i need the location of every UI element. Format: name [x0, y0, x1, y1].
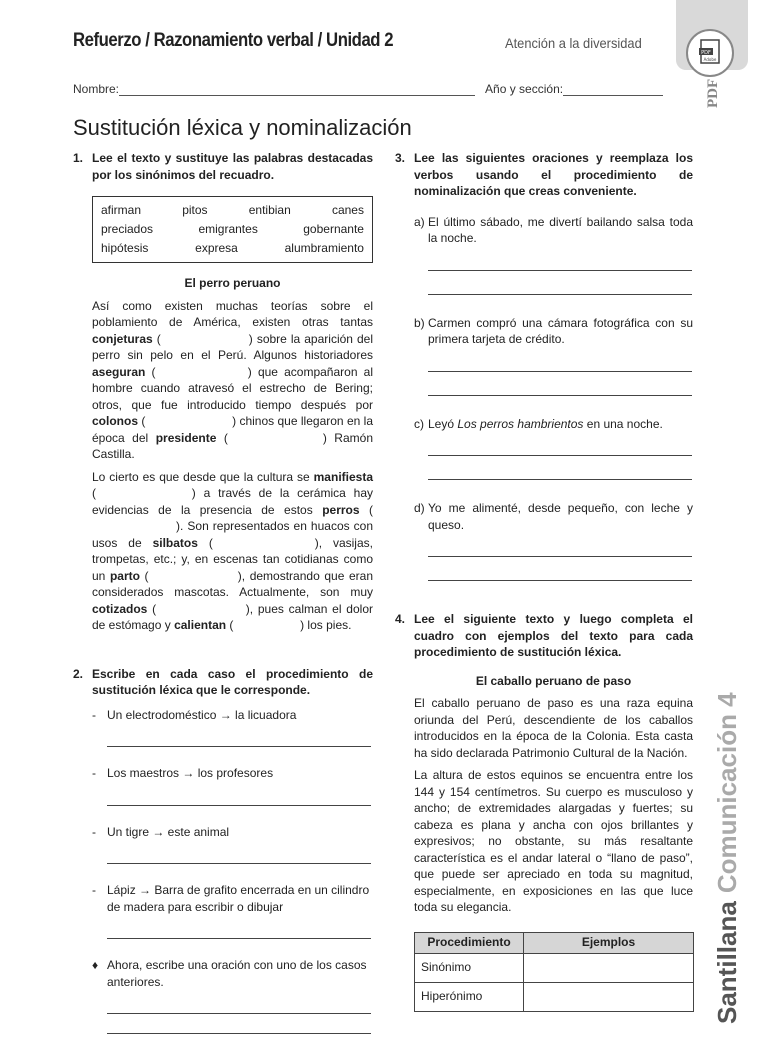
- text-title: El perro peruano: [184, 276, 281, 290]
- text-span: ) a través de la cerámica hay evidencias de la presencia de estos: [92, 486, 373, 517]
- left-column: [73, 150, 373, 1052]
- sentence-item: [414, 500, 693, 533]
- column-header: Ejemplos: [524, 932, 694, 953]
- question-number: 4.: [395, 612, 406, 626]
- list-item: [92, 882, 373, 915]
- table-header-row: [415, 932, 694, 953]
- question-number: 2.: [73, 666, 84, 681]
- item-text: Carmen compró una cámara fotográfica con su primera tarjeta de crédito.: [428, 315, 693, 346]
- word: emigrantes: [198, 222, 258, 236]
- item-text: El último sábado, me divertí bailando salsa toda la noche.: [428, 214, 693, 245]
- name-label: Nombre:: [73, 82, 120, 96]
- book-title: Los perros hambrientos: [457, 416, 584, 431]
- answer-line[interactable]: [428, 394, 692, 396]
- worksheet-header-title: Refuerzo / Razonamiento verbal / Unidad 2: [73, 30, 394, 51]
- highlighted-word: silbatos: [152, 535, 198, 550]
- word: hipótesis: [101, 241, 149, 255]
- right-column: [395, 150, 693, 1012]
- item-text: Lápiz → Barra de grafito encerrada en un cilindro de madera para escribir o dibujar: [107, 883, 370, 914]
- highlighted-word: presidente: [155, 430, 217, 445]
- section-label: Año y sección:: [485, 82, 564, 96]
- highlighted-word: conjeturas: [92, 331, 153, 346]
- answer-line[interactable]: [428, 293, 692, 295]
- answer-line[interactable]: [428, 579, 692, 581]
- question-3-header: [395, 150, 693, 200]
- table-cell: Hiperónimo: [415, 982, 524, 1011]
- word: afirman: [101, 203, 142, 217]
- brand-name: Santillana: [712, 901, 742, 1024]
- item-text: Yo me alimenté, desde pequeño, con leche y queso.: [428, 501, 693, 532]
- text-span: (: [226, 618, 237, 632]
- item-letter: b): [414, 315, 425, 330]
- page-title: Sustitución léxica y nominalización: [73, 115, 412, 140]
- text-span: (: [139, 568, 154, 583]
- question-2-header: [73, 666, 373, 699]
- word: gobernante: [303, 222, 364, 236]
- text-span: (: [359, 502, 373, 517]
- column-header: Procedimiento: [415, 932, 524, 953]
- text-span: ) los pies.: [296, 618, 352, 632]
- word: entibian: [248, 203, 291, 217]
- item-text: Los maestros → los profesores: [107, 766, 274, 780]
- word-row: [101, 201, 364, 220]
- text-span: Lo cierto es que desde que la cultura se: [92, 469, 314, 484]
- paragraph: El caballo peruano de paso es una raza equina oriunda del Perú, descendiente de los caballos introducidos en la época de la Colonia. Esta casta ha sido declarada Patrimonio Cultural de la Nación.: [414, 696, 693, 760]
- text-span: ) Ramón Castilla.: [92, 430, 373, 461]
- procedure-table: [414, 932, 694, 1012]
- item-letter: c): [414, 416, 424, 431]
- item-text: Un tigre → este animal: [107, 824, 230, 839]
- answer-line[interactable]: [428, 370, 692, 372]
- text-span: ) sobre la aparición del perro sin pelo en el Perú. Algunos historiadores: [92, 331, 374, 362]
- sentence-item: [414, 214, 693, 247]
- answer-line[interactable]: [107, 745, 371, 747]
- answer-line[interactable]: [428, 269, 692, 271]
- highlighted-word: aseguran: [92, 364, 146, 379]
- item-text: Leyó: [428, 416, 458, 431]
- text-span: ) chinos que llegaron en la época del: [92, 414, 373, 445]
- diamond-bullet-icon: ♦: [92, 958, 99, 972]
- question-4-header: [395, 611, 693, 661]
- question-1-instruction: Lee el texto y sustituye las palabras destacadas por los sinónimos del recuadro.: [92, 151, 373, 182]
- example-cell[interactable]: [524, 982, 694, 1011]
- question-2-instruction: Escribe en cada caso el procedimiento de sustitución léxica que le corresponde.: [92, 666, 373, 697]
- highlighted-word: perros: [322, 502, 360, 517]
- text-title: El caballo peruano de paso: [475, 673, 632, 688]
- list-item: [92, 824, 373, 841]
- word: preciados: [101, 222, 154, 236]
- table-row: [415, 953, 694, 982]
- answer-line[interactable]: [107, 804, 371, 806]
- dash-bullet: -: [92, 824, 96, 839]
- item-letter: a): [414, 214, 425, 229]
- text-span: ), demostrando que eran considerados mascotas. Actualmente, son muy: [92, 568, 374, 599]
- text-span: ) que acompañaron al hombre cuando atravesó el estrecho de Bering; otros, que fue introducido tiempo después por: [92, 364, 373, 412]
- text-span: (: [147, 601, 161, 616]
- text-span: (: [197, 535, 224, 550]
- question-number: 1.: [73, 151, 84, 165]
- dash-bullet: -: [92, 707, 96, 722]
- text-span: (: [138, 414, 149, 428]
- highlighted-word: cotizados: [92, 601, 148, 616]
- section-field[interactable]: [563, 83, 663, 96]
- question-4-instruction: Lee el siguiente texto y luego completa el cuadro con ejemplos del texto para cada procedimiento de sustitución léxica.: [414, 612, 693, 659]
- svg-text:Adobe: Adobe: [703, 57, 717, 62]
- word: expresa: [195, 241, 238, 255]
- item-text: en una noche.: [583, 416, 663, 431]
- text-span: ), pues calman el dolor de estómago y: [92, 601, 373, 632]
- answer-line[interactable]: [428, 454, 692, 456]
- list-item: [92, 765, 373, 782]
- highlighted-word: calientan: [174, 618, 227, 632]
- paragraph: [92, 298, 373, 463]
- pdf-side-label: PDF: [705, 78, 721, 108]
- item-text: Ahora, escribe una oración con uno de los casos anteriores.: [107, 958, 367, 989]
- word: canes: [331, 203, 364, 217]
- paragraph: [92, 469, 373, 634]
- answer-line[interactable]: [107, 1032, 371, 1034]
- word-row: [101, 239, 364, 258]
- item-letter: d): [414, 501, 425, 515]
- text-span: (: [216, 430, 236, 445]
- student-info-row: [73, 82, 663, 96]
- answer-line[interactable]: [428, 478, 692, 480]
- item-text: Un electrodoméstico → la licuadora: [107, 707, 297, 722]
- brand-side-label: [712, 692, 743, 1024]
- list-item: [92, 707, 373, 724]
- text-span: ), vasijas, trompetas, etc.; y, en escenas tan cotidianas como un: [92, 535, 373, 583]
- highlighted-word: parto: [109, 568, 140, 583]
- name-field[interactable]: [119, 83, 475, 96]
- word: alumbramiento: [284, 241, 364, 255]
- text-span: (: [152, 331, 165, 346]
- dash-bullet: -: [92, 766, 96, 780]
- sentence-item: [414, 416, 693, 433]
- highlighted-word: manifiesta: [313, 469, 373, 484]
- text-span: Así como existen muchas teorías sobre el poblamiento de América, existen otras tantas: [92, 298, 373, 329]
- text-span: ). Son representados en huacos con usos de: [92, 519, 373, 550]
- question-3-instruction: Lee las siguientes oraciones y reemplaza los verbos usando el procedimiento de nominalización que creas conveniente.: [414, 151, 693, 198]
- synonym-word-box: [92, 196, 373, 263]
- paragraph: La altura de estos equinos se encuentra entre los 144 y 154 centímetros. Su cuerpo es musculoso y ancho; de extremidades alargadas y fuertes; su cabeza es plana y ancha con ojos brillantes y expresivos; no obstante, su más resaltante característica es el andar lateral o “llano de paso”, que puede ser apreciado en toda su magnitud, especialmente, en exposiciones en las que luce toda su elegancia.: [414, 768, 693, 914]
- question-number: 3.: [395, 151, 406, 165]
- dash-bullet: -: [92, 883, 96, 897]
- table-row: [415, 982, 694, 1011]
- answer-line[interactable]: [107, 1012, 371, 1014]
- pdf-download-icon[interactable]: [686, 29, 734, 77]
- word-row: [101, 220, 364, 239]
- question-1-header: [73, 150, 373, 183]
- worksheet-header-subtitle: Atención a la diversidad: [505, 35, 642, 51]
- sentence-item: [414, 315, 693, 348]
- brand-subject: Comunicación 4: [712, 692, 742, 894]
- list-item: [92, 957, 373, 990]
- highlighted-word: colonos: [92, 414, 139, 428]
- text-span: (: [92, 486, 104, 500]
- answer-line[interactable]: [428, 555, 692, 557]
- answer-line[interactable]: [107, 862, 371, 864]
- text-span: (: [145, 364, 162, 379]
- answer-line[interactable]: [107, 937, 371, 939]
- word: pitos: [182, 203, 208, 217]
- table-cell: Sinónimo: [415, 953, 524, 982]
- svg-text:PDF: PDF: [701, 50, 711, 56]
- example-cell[interactable]: [524, 953, 694, 982]
